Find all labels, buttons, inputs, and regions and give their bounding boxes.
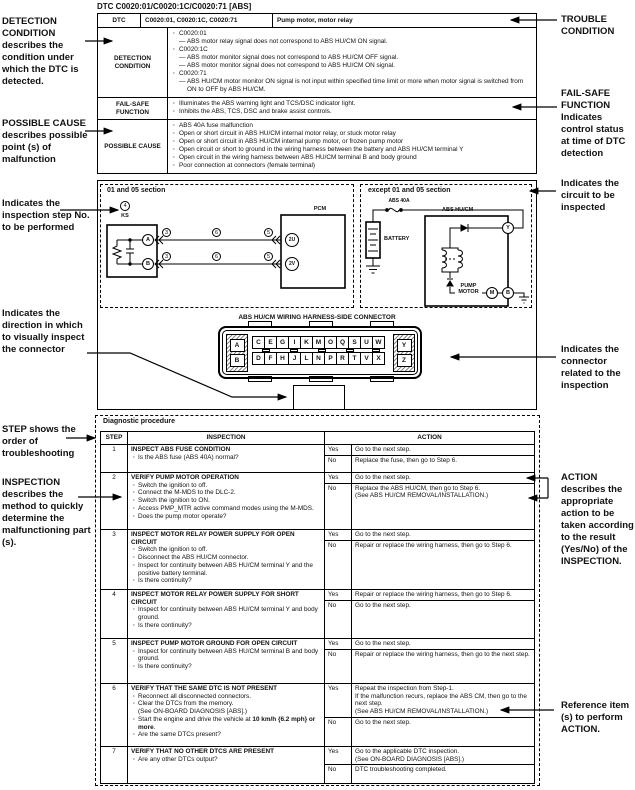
action-line: Go to the applicable DTC inspection. <box>355 748 460 755</box>
section-title-left: 01 and 05 section <box>107 187 166 194</box>
pin-cell: T <box>348 352 361 365</box>
pump-motor-label: PUMP MOTOR <box>455 283 482 295</box>
action-row <box>325 445 534 455</box>
abs-hucm-label: ABS HU/CM <box>442 207 474 213</box>
yes-no-cell: Yes <box>325 590 352 600</box>
info-item: · C0020:71 <box>172 70 532 78</box>
row-content <box>168 120 536 173</box>
action-text-cell <box>352 684 534 717</box>
pin-cell: C <box>252 336 265 349</box>
inspection-cell <box>128 684 325 746</box>
action-line: Go to the next step. <box>355 601 411 609</box>
note-inspection-method: INSPECTION describes the method to quickly determine the malfunctioning part (s). <box>2 477 91 548</box>
pin-cell: V <box>360 352 373 365</box>
connector-pin-row-top <box>252 336 384 349</box>
ks-label: KS <box>114 213 136 219</box>
action-row <box>325 747 534 764</box>
procedure-body <box>101 444 534 783</box>
dtc-info-table <box>97 13 537 174</box>
connector-pin-row-bottom <box>252 352 384 365</box>
detection-condition-row <box>98 28 536 98</box>
yes-no-cell: No <box>325 541 352 589</box>
pin-cell: Q <box>336 336 349 349</box>
note-inspection-step: Indicates the inspection step No. to be performed <box>2 198 90 233</box>
inspection-title: VERIFY THAT NO OTHER DTCS ARE PRESENT <box>131 748 274 755</box>
action-row <box>325 639 534 649</box>
pin-cell: Y <box>397 339 412 352</box>
pin-cell: A <box>230 339 245 352</box>
pin-cell: K <box>300 336 313 349</box>
inspection-title: VERIFY THAT THE SAME DTC IS NOT PRESENT <box>131 685 278 692</box>
info-item: — ABS motor monitor signal does not correspond to ABS HU/CM OFF signal. <box>179 54 399 61</box>
terminal-y: Y <box>502 222 514 234</box>
actions-cell <box>325 530 534 589</box>
connector-notch <box>318 349 326 352</box>
action-line: If the malfunction recurs, replace the ABS CM, then go to the next step. <box>355 692 527 708</box>
action-row <box>325 649 534 683</box>
procedure-step-row <box>101 638 534 683</box>
pin-cell: D <box>252 352 265 365</box>
row-content <box>168 28 536 97</box>
pin-cell: P <box>324 352 337 365</box>
dtc-subject: Pump motor, motor relay <box>277 17 353 24</box>
possible-cause-row <box>98 120 536 173</box>
action-text-cell <box>352 484 534 529</box>
note-circuit: Indicates the circuit to be inspected <box>561 178 620 213</box>
step-badge-ks: 4 <box>120 201 130 211</box>
step-badge: 5 <box>264 228 273 237</box>
actions-cell <box>325 747 534 783</box>
pin-cell: H <box>276 352 289 365</box>
inspection-bullet <box>131 756 321 764</box>
note-reference: Reference item (s) to perform ACTION. <box>561 700 630 735</box>
inspection-bullet <box>131 693 321 701</box>
bullet-line: · Reconnect all disconnected connectors. <box>138 692 251 700</box>
bullet-line: · Inspect for continuity between ABS HU/CM terminal B and body ground. <box>138 647 319 663</box>
action-row <box>325 455 534 472</box>
pin-cell: R <box>336 352 349 365</box>
note-connector: Indicates the connector related to the inspection <box>561 344 621 391</box>
note-action: ACTION describes the appropriate action to be taken according to the result (Yes/No) of the INSPECTION. <box>561 472 634 567</box>
pin-cell: O <box>324 336 337 349</box>
terminal-b-right: B <box>502 287 514 299</box>
bullet-line: · Is the ABS fuse (ABS 40A) normal? <box>138 453 239 461</box>
inspection-bullet <box>131 482 321 490</box>
action-row <box>325 483 534 529</box>
action-line: (See ON-BOARD DIAGNOSIS [ABS].) <box>355 755 465 763</box>
pin-cell: W <box>372 336 385 349</box>
step-badge: 3 <box>162 228 171 237</box>
inspection-title: INSPECT MOTOR RELAY POWER SUPPLY FOR OPEN CIRCUIT <box>131 531 295 546</box>
inspection-cell <box>128 747 325 783</box>
step-badge: 6 <box>212 252 221 261</box>
info-item: · Open or short circuit in ABS HU/CM internal pump motor, or frozen pump motor <box>172 138 532 146</box>
bullet-line: · Inspect for continuity between ABS HU/CM terminal Y and body ground. <box>138 606 318 622</box>
info-item: · C0020:1C <box>172 46 532 54</box>
inspection-cell <box>128 445 325 472</box>
step-number-cell: 2 <box>101 473 128 529</box>
connector-notch <box>372 349 380 352</box>
bullet-line: · Are the same DTCs present? <box>138 731 221 739</box>
pcm-terminal-2u: 2U <box>285 233 299 247</box>
bullet-line: · Clear the DTCs from the memory. <box>138 700 234 708</box>
action-text-cell <box>352 530 534 540</box>
bullet-line: · Switch the ignition to ON. <box>138 497 210 505</box>
pin-cell: L <box>300 352 313 365</box>
info-item: · Poor connection at connectors (female terminal) <box>172 162 532 170</box>
action-row <box>325 764 534 783</box>
bullet-line: · Connect the M-MDS to the DLC-2. <box>138 489 236 497</box>
yes-no-cell: No <box>325 484 352 529</box>
inspection-bullet <box>131 663 321 671</box>
bullet-line: · Access PMP_MTR active command modes using the M-MDS. <box>138 504 314 512</box>
info-item: · Open circuit in the wiring harness between ABS HU/CM terminal B and body ground <box>172 154 532 162</box>
procedure-step-row <box>101 444 534 472</box>
action-text-cell <box>352 639 534 649</box>
inspection-bullet <box>131 513 321 521</box>
action-row <box>325 590 534 600</box>
pin-cell: E <box>264 336 277 349</box>
action-row <box>325 600 534 638</box>
info-item: · ABS 40A fuse malfunction <box>172 122 532 130</box>
actions-cell <box>325 473 534 529</box>
yes-no-cell: No <box>325 718 352 746</box>
actions-cell <box>325 639 534 683</box>
step-number-cell: 6 <box>101 684 128 746</box>
inspection-cell <box>128 590 325 638</box>
inspection-bullet <box>131 731 321 739</box>
bullet-line: · Is there continuity? <box>138 621 192 629</box>
bullet-line: · Does the pump motor operate? <box>138 512 227 520</box>
procedure-header-row <box>101 432 534 444</box>
note-view-direction: Indicates the direction in which to visually inspect the connector <box>2 308 85 355</box>
step-badge: 3 <box>162 252 171 261</box>
action-text-cell <box>352 650 534 683</box>
action-line: Go to the next step. <box>355 531 411 538</box>
action-line: Go to the next step. <box>355 640 411 647</box>
row-content <box>168 98 536 119</box>
circuit-section-01-05 <box>100 184 354 308</box>
action-line: Repeat the inspection from Step-1. <box>355 685 454 692</box>
motor-symbol: M <box>486 287 498 299</box>
inspection-bullet <box>131 606 321 621</box>
info-item: — ABS motor monitor signal does not correspond to ABS HU/CM ON signal. <box>179 62 395 69</box>
pcm-terminal-2v: 2V <box>285 257 299 271</box>
bullet-line: · Switch the ignition to off. <box>138 481 208 489</box>
inspection-bullet <box>131 716 321 731</box>
procedure-title: Diagnostic procedure <box>103 418 175 425</box>
yes-no-cell: Yes <box>325 684 352 717</box>
action-line: Go to the next step. <box>355 474 411 481</box>
action-line: Go to the next step. <box>355 446 411 453</box>
inspection-cell <box>128 473 325 529</box>
action-text-cell <box>352 473 534 483</box>
action-row <box>325 530 534 540</box>
connector-notch <box>290 349 298 352</box>
procedure-step-row <box>101 683 534 746</box>
action-text-cell <box>352 445 534 455</box>
action-text-cell <box>352 541 534 589</box>
pin-cell: B <box>230 354 245 367</box>
terminal-b: B <box>142 258 154 270</box>
section-title-right: except 01 and 05 section <box>368 187 451 194</box>
connector-notch <box>346 349 354 352</box>
dtc-label: DTC <box>98 14 141 27</box>
inspection-bullet <box>131 505 321 513</box>
action-text-cell <box>352 601 534 638</box>
fuse-label: ABS 40A <box>388 198 410 204</box>
action-text-cell <box>352 590 534 600</box>
yes-no-cell: No <box>325 601 352 638</box>
note-fail-safe: FAIL-SAFE FUNCTION Indicates control status at time of DTC detection <box>561 88 626 159</box>
step-badge: 5 <box>264 252 273 261</box>
actions-cell <box>325 684 534 746</box>
inspection-bullet <box>131 648 321 663</box>
action-text-cell <box>352 456 534 472</box>
bullet-line: · Inspect for continuity between ABS HU/CM terminal Y and the positive battery terminal. <box>138 561 313 577</box>
info-item: · Inhibits the ABS, TCS, DSC and brake assist controls. <box>172 108 532 116</box>
yes-no-cell: Yes <box>325 473 352 483</box>
pin-cell: N <box>312 352 325 365</box>
pin-cell: Z <box>397 354 412 367</box>
inspection-title: INSPECT ABS FUSE CONDITION <box>131 446 231 453</box>
info-item: — ABS HU/CM motor monitor ON signal is not input within specified time limit or more when motor signal is switched from ON to OFF by ABS HU/CM. <box>179 78 524 93</box>
connector-block-ab <box>226 334 248 372</box>
connector-block-yz <box>393 334 415 372</box>
action-line: Replace the ABS HU/CM, then go to Step 6. <box>355 484 481 492</box>
inspection-bullet <box>131 700 321 715</box>
dtc-header-row <box>98 14 536 28</box>
inspection-bullet <box>131 497 321 505</box>
inspection-cell <box>128 530 325 589</box>
action-row <box>325 684 534 717</box>
procedure-table <box>100 431 535 784</box>
action-text-cell <box>352 718 534 746</box>
action-row <box>325 540 534 589</box>
inspection-bullet <box>131 554 321 562</box>
pin-cell: I <box>288 336 301 349</box>
note-possible-cause: POSSIBLE CAUSE describes possible point (s) of malfunction <box>2 118 88 165</box>
action-line: Repair or replace the wiring harness, then go to Step 6. <box>355 591 512 598</box>
procedure-step-row <box>101 529 534 589</box>
pin-cell: U <box>360 336 373 349</box>
bullet-line: · Start the engine and drive the vehicle at 10 km/h {6.2 mph} or more. <box>138 715 316 731</box>
info-item: · Open or short circuit in ABS HU/CM internal motor relay, or stuck motor relay <box>172 130 532 138</box>
procedure-step-row <box>101 472 534 529</box>
action-line: Repair or replace the wiring harness, then go to the next step. <box>355 650 530 658</box>
fail-safe-row <box>98 98 536 120</box>
action-line: DTC troubleshooting completed. <box>355 766 447 774</box>
pin-cell: J <box>288 352 301 365</box>
bullet-line: · Switch the ignition to off. <box>138 546 208 554</box>
step-number-cell: 3 <box>101 530 128 589</box>
battery-label: BATTERY <box>384 236 410 242</box>
action-line: (See ABS HU/CM REMOVAL/INSTALLATION.) <box>355 708 489 716</box>
terminal-a: A <box>142 234 154 246</box>
inspection-bullet <box>131 546 321 554</box>
action-text-cell <box>352 765 534 783</box>
bullet-line: · Is there continuity? <box>138 577 192 585</box>
inspection-bullet <box>131 454 321 462</box>
inspection-title: INSPECT PUMP MOTOR GROUND FOR OPEN CIRCUIT <box>131 640 298 647</box>
inspection-bullet <box>131 489 321 497</box>
inspection-title: INSPECT MOTOR RELAY POWER SUPPLY FOR SHORT CIRCUIT <box>131 591 299 606</box>
procedure-step-row <box>101 746 534 783</box>
bullet-line: · Is there continuity? <box>138 663 192 671</box>
note-trouble-condition: TROUBLE CONDITION <box>561 14 615 37</box>
procedure-step-row <box>101 589 534 638</box>
connector-title: ABS HU/CM WIRING HARNESS-SIDE CONNECTOR <box>238 314 396 321</box>
step-number-cell: 4 <box>101 590 128 638</box>
action-line: Repair or replace the wiring harness, then go to Step 6. <box>355 541 512 549</box>
step-number-cell: 5 <box>101 639 128 683</box>
inspection-cell <box>128 639 325 683</box>
info-item: · Illuminates the ABS warning light and TCS/DSC indicator light. <box>172 100 532 108</box>
yes-no-cell: No <box>325 456 352 472</box>
note-detection-condition: DETECTION CONDITION describes the condition under which the DTC is detected. <box>2 16 79 87</box>
dtc-codes: C0020:01, C0020:1C, C0020:71 <box>141 14 273 27</box>
pin-cell: X <box>372 352 385 365</box>
connector-notch <box>262 349 270 352</box>
inspection-title: VERIFY PUMP MOTOR OPERATION <box>131 474 239 481</box>
inspection-bullet <box>131 622 321 630</box>
bullet-line: · Disconnect the ABS HU/CM connector. <box>138 554 249 562</box>
inspection-bullet <box>131 577 321 585</box>
actions-cell <box>325 445 534 472</box>
yes-no-cell: Yes <box>325 530 352 540</box>
step-number-cell: 7 <box>101 747 128 783</box>
action-line: (See ABS HU/CM REMOVAL/INSTALLATION.) <box>355 492 489 500</box>
pin-cell: S <box>348 336 361 349</box>
yes-no-cell: No <box>325 650 352 683</box>
action-line: Replace the fuse, then go to Step 6. <box>355 456 457 464</box>
action-text-cell <box>352 747 534 764</box>
column-inspection: INSPECTION <box>128 432 325 444</box>
step-badge: 6 <box>212 228 221 237</box>
pin-cell: F <box>264 352 277 365</box>
action-row <box>325 717 534 746</box>
bullet-line: · Are any other DTCs output? <box>138 755 218 763</box>
yes-no-cell: Yes <box>325 639 352 649</box>
pcm-label: PCM <box>313 206 327 212</box>
info-item: — ABS motor relay signal does not correspond to ABS HU/CM ON signal. <box>179 38 388 45</box>
yes-no-cell: No <box>325 765 352 783</box>
note-step-order: STEP shows the order of troubleshooting <box>2 424 76 459</box>
inspection-bullet <box>131 562 321 577</box>
column-step: STEP <box>101 432 128 444</box>
row-label: POSSIBLE CAUSE <box>98 120 168 173</box>
info-item: · Open circuit or short to ground in the wiring harness between the battery and ABS HU/CM terminal Y <box>172 146 532 154</box>
connector-view-icon <box>293 385 345 410</box>
yes-no-cell: Yes <box>325 445 352 455</box>
actions-cell <box>325 590 534 638</box>
row-label: DETECTION CONDITION <box>98 28 168 97</box>
row-label: FAIL-SAFE FUNCTION <box>98 98 168 119</box>
action-row <box>325 473 534 483</box>
step-number-cell: 1 <box>101 445 128 472</box>
pin-cell: M <box>312 336 325 349</box>
yes-no-cell: Yes <box>325 747 352 764</box>
info-item: · C0020:01 <box>172 30 532 38</box>
pin-cell: G <box>276 336 289 349</box>
action-line: Go to the next step. <box>355 718 411 726</box>
column-action: ACTION <box>417 434 442 441</box>
bullet-line: (See ON-BOARD DIAGNOSIS [ABS].) <box>138 708 248 716</box>
page-title: DTC C0020:01/C0020:1C/C0020:71 [ABS] <box>97 2 252 11</box>
